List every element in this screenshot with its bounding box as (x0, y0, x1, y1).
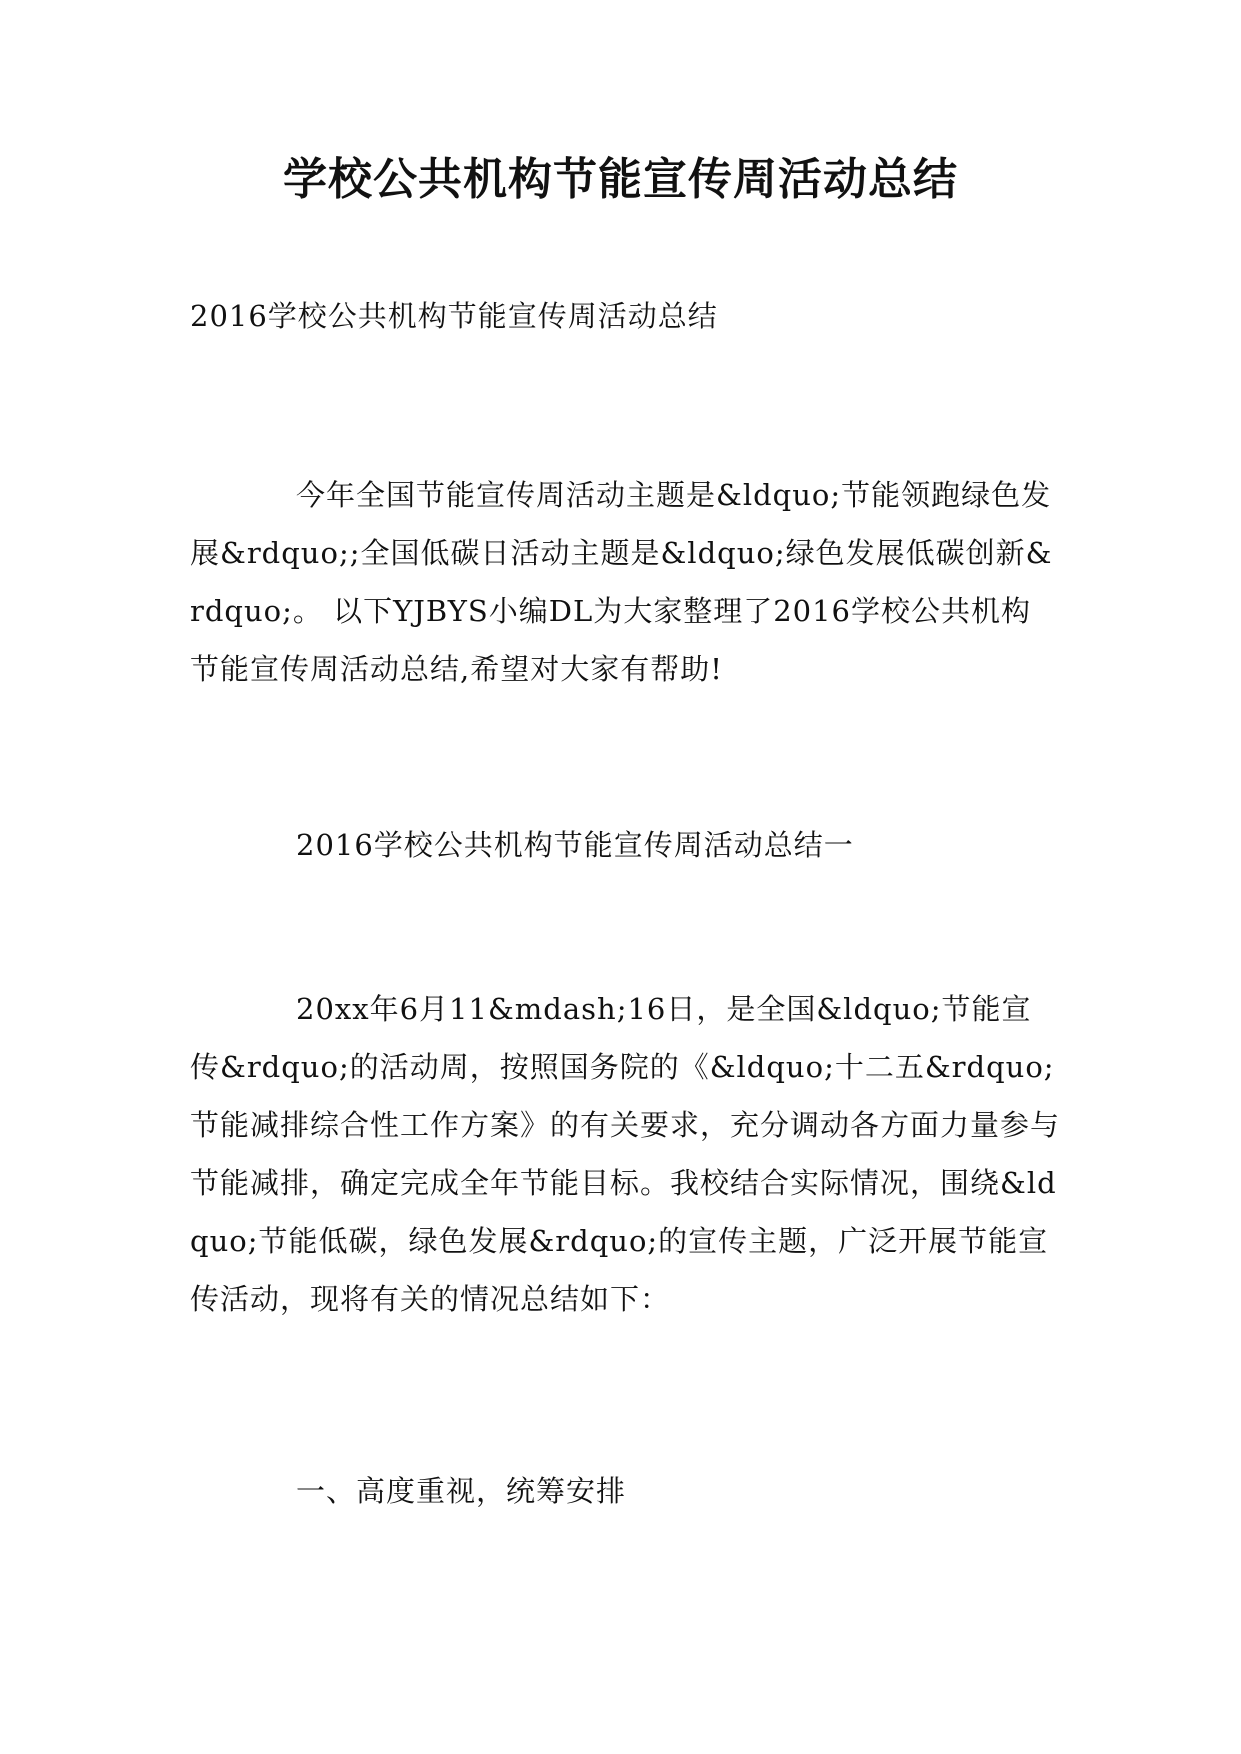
section-title: 2016学校公共机构节能宣传周活动总结一 (296, 828, 854, 862)
intro-paragraph: 今年全国节能宣传周活动主题是&ldquo;节能领跑绿色发展&rdquo;;全国低碳日活动主题是&ldquo;绿色发展低碳创新&rdquo;。 以下YJBYS小编DL为大家整理了2016学校公共机构节能宣传周活动总结,希望对大家有帮助! (190, 478, 1053, 686)
document-title: 学校公共机构节能宣传周活动总结 (283, 154, 958, 205)
body-paragraph: 20xx年6月11&mdash;16日，是全国&ldquo;节能宣传&rdquo;的活动周，按照国务院的《&ldquo;十二五&rdquo;节能减排综合性工作方案》的有关要求，充分调动各方面力量参与节能减排，确定完成全年节能目标。我校结合实际情况，围绕&ldquo;节能低碳，绿色发展&rdquo;的宣传主题，广泛开展节能宣传活动，现将有关的情况总结如下： (190, 992, 1061, 1316)
section-heading-1: 一、高度重视，统筹安排 (296, 1474, 627, 1508)
document-subtitle: 2016学校公共机构节能宣传周活动总结 (190, 299, 718, 333)
